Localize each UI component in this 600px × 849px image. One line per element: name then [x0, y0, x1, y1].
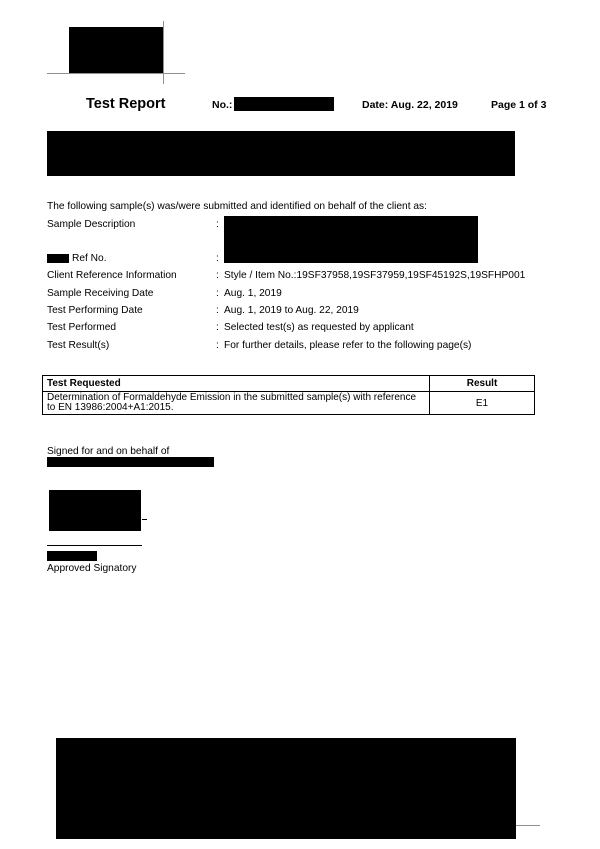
detail-label: Test Performed	[47, 322, 117, 333]
detail-colon: :	[216, 270, 219, 281]
table-header-test: Test Requested	[43, 376, 430, 392]
logo-redacted	[69, 27, 163, 74]
report-title: Test Report	[86, 96, 166, 112]
detail-colon: :	[216, 253, 219, 264]
report-date: Date: Aug. 22, 2019	[362, 99, 458, 111]
detail-label: Sample Receiving Date	[47, 288, 154, 299]
signature-line	[47, 545, 142, 546]
signed-for-text: Signed for and on behalf of	[47, 446, 170, 457]
report-no-redacted	[234, 97, 334, 111]
intro-text: The following sample(s) was/were submitted and identified on behalf of the client as:	[47, 201, 427, 212]
applicant-redacted	[47, 131, 515, 176]
table-cell-test: Determination of Formaldehyde Emission in the submitted sample(s) with reference to EN 13986:2004+A1:2015.	[43, 392, 430, 415]
detail-value: Style / Item No.:19SF37958,19SF37959,19SF45192S,19SFHP001	[224, 270, 526, 281]
detail-value: Aug. 1, 2019	[224, 288, 282, 299]
table-header-result: Result	[430, 376, 535, 392]
detail-label: Ref No.	[72, 253, 107, 264]
detail-colon: :	[216, 340, 219, 351]
detail-label: Test Performing Date	[47, 305, 143, 316]
detail-label: Sample Description	[47, 219, 136, 230]
detail-colon: :	[216, 288, 219, 299]
approved-signatory-text: Approved Signatory	[47, 563, 137, 574]
footer-line	[516, 825, 540, 826]
sample-description-redacted	[224, 216, 478, 263]
detail-label: Client Reference Information	[47, 270, 177, 281]
table-header-row	[43, 376, 535, 392]
detail-colon: :	[216, 305, 219, 316]
ref-prefix-redacted	[47, 254, 69, 263]
footer-redacted	[56, 738, 516, 839]
logo-line-horizontal	[47, 73, 185, 74]
signature-redacted	[49, 490, 141, 531]
signing-company-redacted	[47, 457, 214, 467]
page-number: Page 1 of 3	[491, 99, 547, 111]
detail-label: Test Result(s)	[47, 340, 110, 351]
table-row	[43, 392, 535, 415]
signatory-name-redacted	[47, 551, 97, 561]
detail-value: Aug. 1, 2019 to Aug. 22, 2019	[224, 305, 359, 316]
detail-colon: :	[216, 322, 219, 333]
detail-value: Selected test(s) as requested by applicant	[224, 322, 414, 333]
detail-colon: :	[216, 219, 219, 230]
results-table	[42, 375, 535, 415]
table-cell-result: E1	[430, 392, 535, 415]
report-no-label: No.:	[212, 99, 233, 111]
signature-mark	[142, 519, 147, 520]
detail-value: For further details, please refer to the following page(s)	[224, 340, 472, 351]
logo-line-vertical	[163, 21, 164, 84]
